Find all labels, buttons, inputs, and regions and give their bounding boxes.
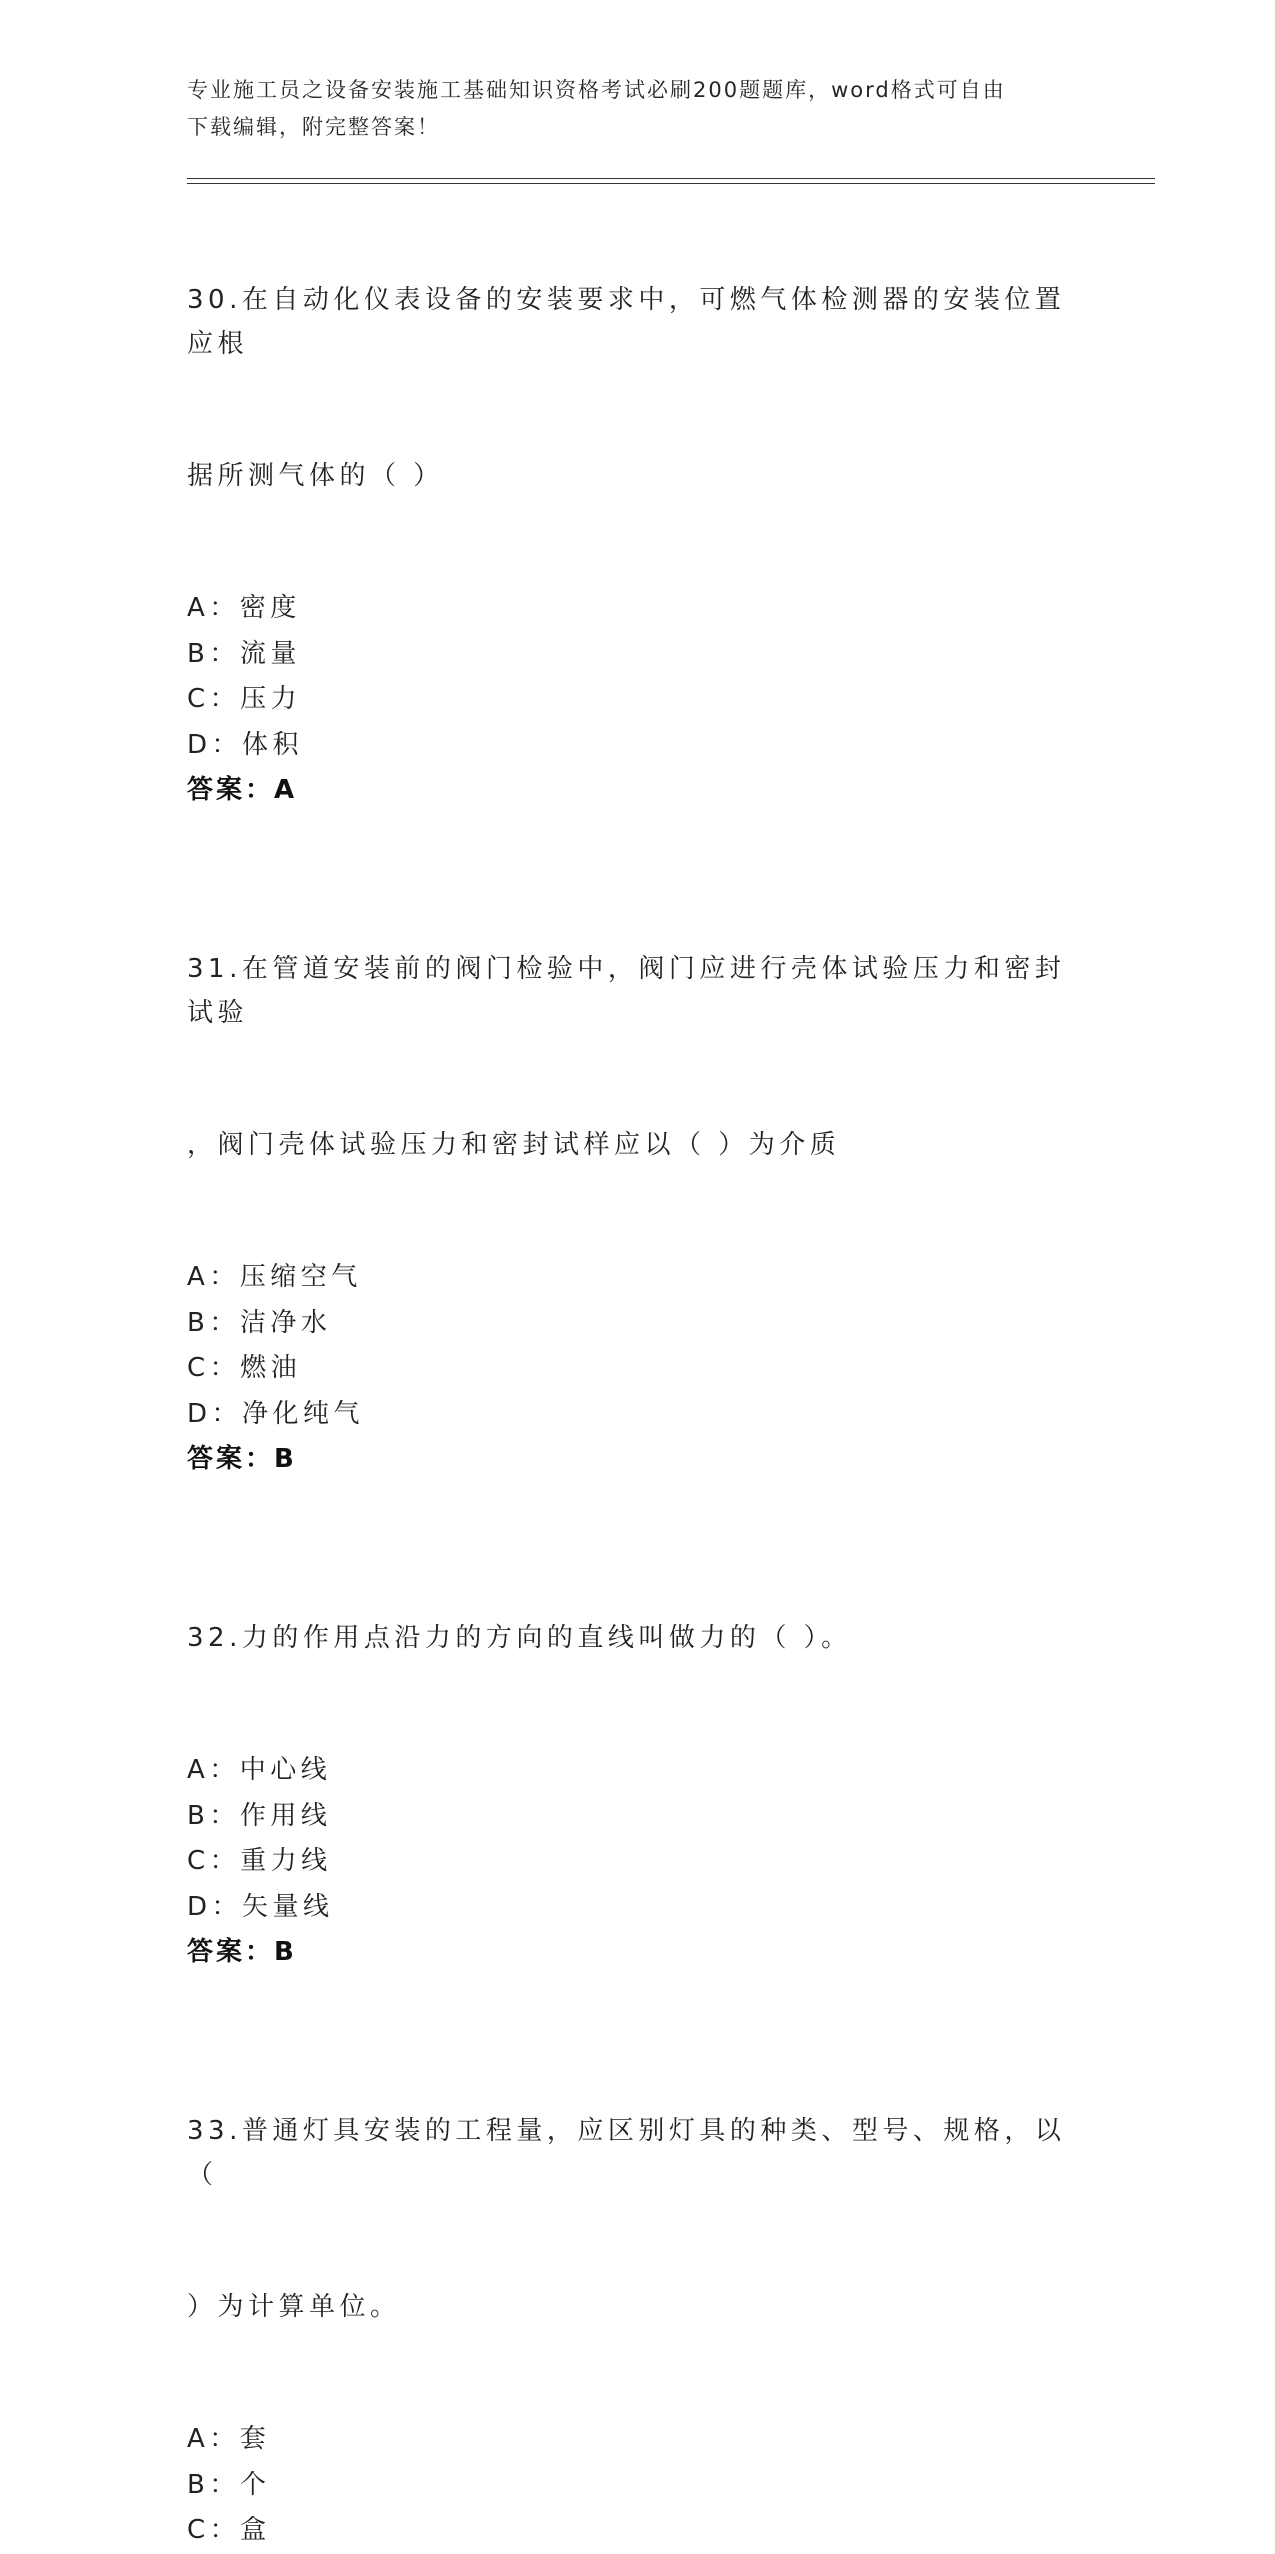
option-text: 矢量线 bbox=[242, 1891, 334, 1922]
option-key: D： bbox=[187, 729, 243, 760]
header-divider-top bbox=[187, 178, 1155, 179]
option-text: 套 bbox=[239, 2423, 271, 2454]
answer: 答案：A bbox=[187, 775, 298, 806]
question-stem bbox=[187, 1528, 1087, 1748]
stem-line-2: ）为计算单位。 bbox=[187, 2291, 401, 2322]
option-text: 中心线 bbox=[239, 1754, 332, 1785]
option-text: 压缩空气 bbox=[239, 1261, 362, 1292]
option-text: 作用线 bbox=[239, 1800, 332, 1831]
stem-line-1: 31.在管道安装前的阀门检验中，阀门应进行壳体试验压力和密封试验 bbox=[187, 953, 1066, 1028]
option-key: A： bbox=[187, 1754, 240, 1785]
option-text: 个 bbox=[239, 2469, 271, 2500]
stem-line-1: 32.力的作用点沿力的方向的直线叫做力的（ ）。 bbox=[187, 1622, 852, 1653]
question-31 bbox=[187, 859, 1087, 1483]
option-text: 密度 bbox=[239, 593, 301, 623]
option-key: C： bbox=[187, 1846, 241, 1877]
stem-line-1: 30.在自动化仪表设备的安装要求中，可燃气体检测器的安装位置应根 bbox=[187, 285, 1066, 359]
question-spacer bbox=[187, 1483, 1087, 1528]
header-line-2: 下载编辑，附完整答案！ bbox=[187, 115, 440, 139]
option-text: 洁净水 bbox=[239, 1307, 332, 1338]
stem-line-1: 33.普通灯具安装的工程量，应区别灯具的种类、型号、规格，以（ bbox=[187, 2115, 1066, 2190]
option-key: B： bbox=[187, 1307, 240, 1338]
option-a bbox=[187, 1255, 1087, 1301]
option-key: A： bbox=[187, 593, 240, 623]
option-text: 净化纯气 bbox=[242, 1398, 365, 1429]
option-key: D： bbox=[187, 1891, 243, 1922]
option-a bbox=[187, 1748, 1087, 1794]
question-32 bbox=[187, 1528, 1087, 1976]
option-key: A： bbox=[187, 2423, 240, 2454]
option-key: B： bbox=[187, 1800, 240, 1831]
question-30 bbox=[187, 190, 1087, 814]
option-b bbox=[187, 1794, 1087, 1840]
stem-line-2: 据所测气体的（ ） bbox=[187, 461, 444, 491]
document-header bbox=[187, 72, 1067, 146]
option-c bbox=[187, 677, 1087, 723]
option-key: C： bbox=[187, 684, 241, 715]
option-key: B： bbox=[187, 638, 240, 669]
option-text: 流量 bbox=[239, 638, 301, 669]
option-key: C： bbox=[187, 2515, 241, 2546]
option-b bbox=[187, 1301, 1087, 1347]
option-text: 重力线 bbox=[240, 1846, 332, 1877]
option-key: B： bbox=[187, 2469, 240, 2500]
option-d bbox=[187, 723, 1087, 769]
answer: 答案：B bbox=[187, 1937, 297, 1968]
question-list bbox=[187, 190, 1087, 2554]
option-text: 压力 bbox=[240, 684, 302, 715]
option-text: 盒 bbox=[240, 2515, 271, 2546]
option-c bbox=[187, 1346, 1087, 1392]
option-d bbox=[187, 1392, 1087, 1438]
option-d bbox=[187, 1885, 1087, 1931]
question-33 bbox=[187, 2021, 1087, 2554]
question-stem bbox=[187, 2021, 1087, 2417]
option-text: 燃油 bbox=[240, 1353, 302, 1384]
answer: 答案：B bbox=[187, 1444, 297, 1475]
option-text: 体积 bbox=[242, 729, 304, 760]
option-c bbox=[187, 2508, 1087, 2554]
header-divider-bottom bbox=[187, 183, 1155, 184]
question-stem bbox=[187, 859, 1087, 1255]
question-spacer bbox=[187, 1976, 1087, 2021]
option-b bbox=[187, 632, 1087, 678]
option-a bbox=[187, 586, 1087, 632]
option-key: C： bbox=[187, 1353, 241, 1384]
stem-line-2: ，阀门壳体试验压力和密封试样应以（ ）为介质 bbox=[187, 1129, 841, 1160]
option-a bbox=[187, 2417, 1087, 2463]
option-c bbox=[187, 1839, 1087, 1885]
question-spacer bbox=[187, 814, 1087, 859]
option-key: D： bbox=[187, 1398, 243, 1429]
option-b bbox=[187, 2463, 1087, 2509]
option-key: A： bbox=[187, 1261, 240, 1292]
question-stem bbox=[187, 190, 1087, 586]
header-line-1: 专业施工员之设备安装施工基础知识资格考试必刷200题题库，word格式可自由 bbox=[187, 78, 1006, 102]
